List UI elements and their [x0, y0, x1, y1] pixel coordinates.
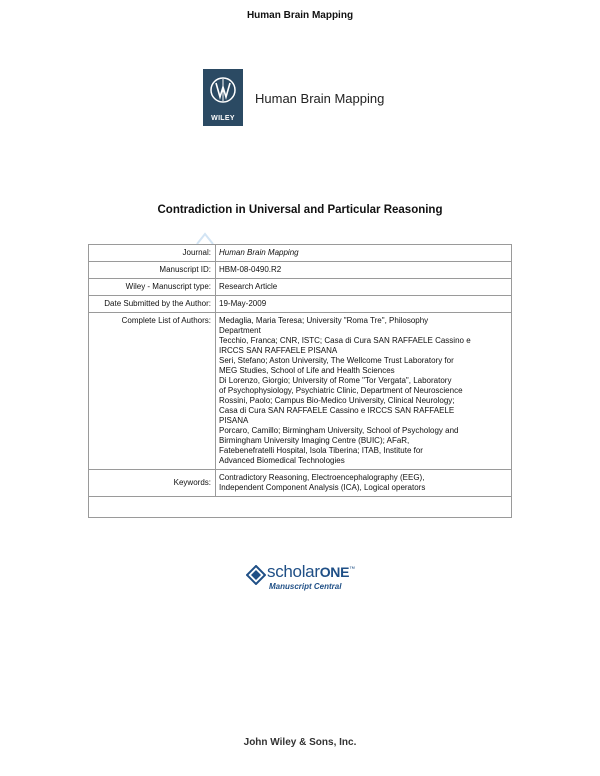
date-submitted-value: 19-May-2009 — [216, 296, 512, 313]
author-line: Medaglia, Maria Teresa; University "Roma Tre", Philosophy — [219, 316, 429, 325]
running-header: Human Brain Mapping — [246, 10, 354, 21]
manuscript-central-label: Manuscript Central — [269, 582, 342, 591]
author-line: Birmingham University Imaging Centre (BUIC); AFaR, — [219, 436, 410, 445]
date-submitted-label: Date Submitted by the Author: — [89, 296, 216, 313]
table-row — [89, 262, 512, 279]
author-line: PISANA — [219, 416, 249, 425]
author-line: MEG Studies, School of Life and Health Sciences — [219, 366, 395, 375]
paper-title: Contradiction in Universal and Particular Reasoning — [157, 204, 443, 216]
scholarone-brand-light: scholar — [267, 562, 320, 581]
table-row — [89, 245, 512, 262]
manuscript-metadata-table — [88, 244, 512, 518]
keyword-line: Contradictory Reasoning, Electroencephalography (EEG), — [219, 473, 425, 482]
scholarone-brand-bold: ONE — [319, 564, 350, 580]
author-line: Seri, Stefano; Aston University, The Wellcome Trust Laboratory for — [219, 356, 454, 365]
authors-label: Complete List of Authors: — [89, 313, 216, 470]
keyword-line: Independent Component Analysis (ICA), Logical operators — [219, 483, 426, 492]
author-line: IRCCS SAN RAFFAELE PISANA — [219, 346, 338, 355]
table-row — [89, 296, 512, 313]
keywords-label: Keywords: — [89, 470, 216, 497]
author-line: Advanced Biomedical Technologies — [219, 456, 345, 465]
author-line: Di Lorenzo, Giorgio; University of Rome "Tor Vergata", Laboratory — [219, 376, 452, 385]
journal-value: Human Brain Mapping — [216, 245, 512, 262]
manuscript-id-label: Manuscript ID: — [89, 262, 216, 279]
wiley-emblem-icon — [203, 69, 243, 109]
table-row — [89, 470, 512, 497]
journal-label: Journal: — [89, 245, 216, 262]
author-line: Department — [219, 326, 261, 335]
table-row — [89, 497, 512, 518]
manuscript-id-value: HBM-08-0490.R2 — [216, 262, 512, 279]
scholarone-diamond-icon — [246, 565, 266, 585]
scholarone-wordmark — [267, 562, 355, 582]
author-line: Rossini, Paolo; Campus Bio-Medico University, Clinical Neurology; — [219, 396, 455, 405]
author-line: Tecchio, Franca; CNR, ISTC; Casa di Cura SAN RAFFAELE Cassino e — [219, 336, 471, 345]
author-line: of Psychophysiology, Psychiatric Clinic, Department of Neuroscience — [219, 386, 463, 395]
manuscript-type-value: Research Article — [216, 279, 512, 296]
publisher-footer: John Wiley & Sons, Inc. — [243, 737, 357, 748]
trademark-symbol: ™ — [349, 566, 355, 573]
author-line: Porcaro, Camillo; Birmingham University, School of Psychology and — [219, 426, 459, 435]
manuscript-type-label: Wiley - Manuscript type: — [89, 279, 216, 296]
authors-value — [216, 313, 512, 470]
logo-journal-name: Human Brain Mapping — [255, 91, 385, 106]
scholarone-logo — [246, 562, 366, 594]
table-row — [89, 313, 512, 470]
empty-cell — [89, 497, 512, 518]
table-row — [89, 279, 512, 296]
keywords-value — [216, 470, 512, 497]
author-line: Fatebenefratelli Hospital, Isola Tiberina; ITAB, Institute for — [219, 446, 423, 455]
author-line: Casa di Cura SAN RAFFAELE Cassino e IRCCS SAN RAFFAELE — [219, 406, 455, 415]
wiley-logo — [203, 69, 243, 126]
wiley-wordmark: WILEY — [211, 115, 235, 122]
